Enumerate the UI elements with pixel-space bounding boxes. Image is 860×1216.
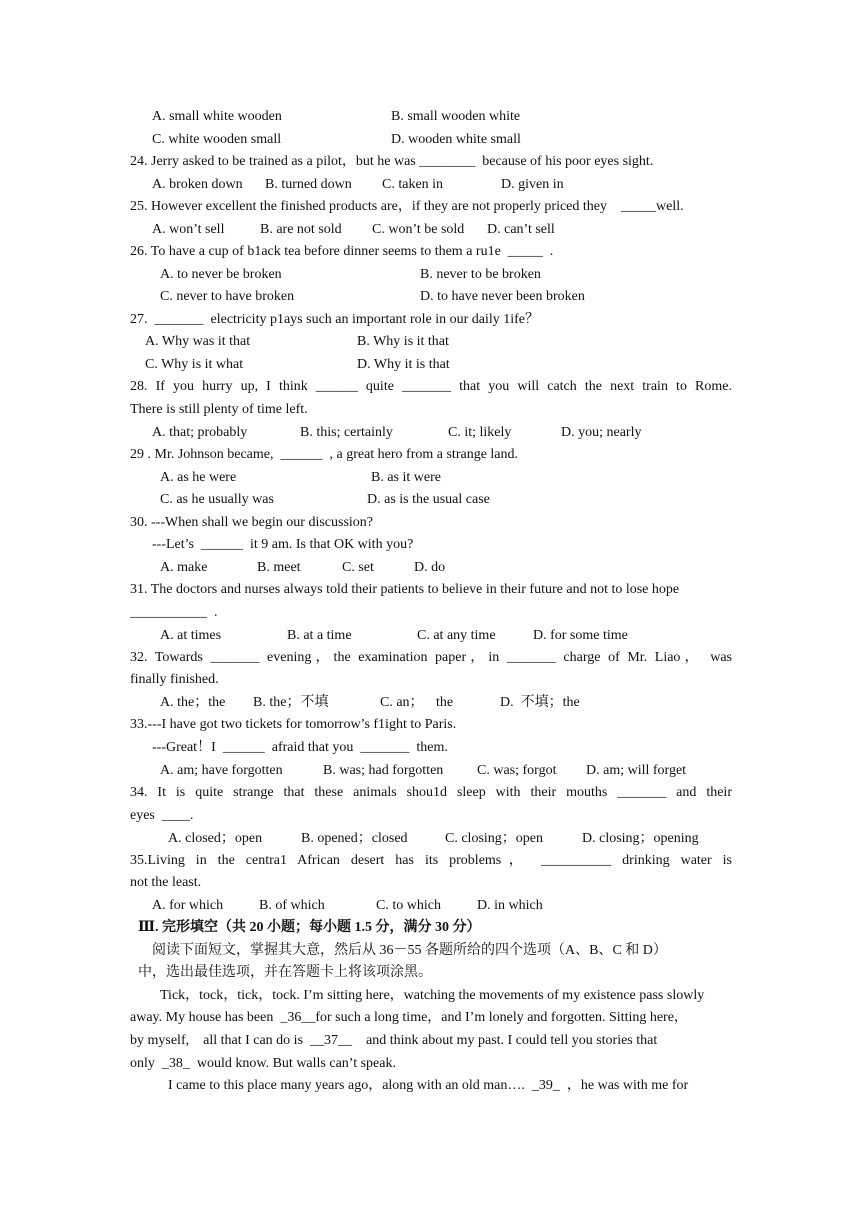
text-line: only _38_ would know. But walls can’t speak. [130, 1056, 396, 1071]
text-line: C. it; likely [448, 425, 512, 440]
text-line: 26. To have a cup of b1ack tea before dinner seems to them a ru1e _____ . [130, 244, 554, 259]
text-line: B. never to be broken [420, 267, 541, 282]
text-line: B. meet [257, 560, 301, 575]
text-line: Tick，tock，tick，tock. I’m sitting here，watching the movements of my existence pass slowly [160, 988, 705, 1003]
text-line: ---Let’s ______ it 9 am. Is that OK with you? [152, 537, 414, 552]
text-line: C. set [342, 560, 374, 575]
text-line: D. Why it is that [357, 357, 450, 372]
text-line: 33.---I have got two tickets for tomorrow’s f1ight to Paris. [130, 717, 457, 732]
text-line: B. this; certainly [300, 425, 393, 440]
text-line: D. do [414, 560, 446, 575]
text-line: ---Great！I ______ afraid that you _______ them. [152, 740, 448, 755]
text-line: There is still plenty of time left. [130, 402, 308, 417]
text-line: A. at times [160, 628, 222, 643]
text-line: B. as it were [371, 470, 441, 485]
text-line: D. wooden white small [391, 132, 521, 147]
text-line: A. for which [152, 898, 224, 913]
text-line: 24. Jerry asked to be trained as a pilot，but he was ________ because of his poor eyes sight. [130, 154, 654, 169]
text-line: A. closed；open [168, 831, 263, 846]
text-line: A. make [160, 560, 208, 575]
text-line: C. closing；open [445, 831, 543, 846]
text-line: 阅读下面短文，掌握其大意，然后从 36－55 各题所给的四个选项（A、B、C 和 D） [152, 943, 667, 958]
text-line: finally finished. [130, 672, 219, 687]
text-line: D. 不填；the [500, 695, 580, 710]
text-line: C. an； [380, 695, 424, 710]
text-line: B. was; had forgotten [323, 763, 444, 778]
text-line: B. at a time [287, 628, 352, 643]
text-line: C. was; forgot [477, 763, 557, 778]
text-line: Ⅲ. 完形填空（共 20 小题；每小题 1.5 分，满分 30 分） [138, 920, 481, 935]
text-line: 27. _______ electricity p1ays such an important role in our daily 1ife？ [130, 312, 540, 327]
text-line: 25. However excellent the finished products are，if they are not properly priced they _____well. [130, 199, 684, 214]
text-line: B. opened；closed [301, 831, 408, 846]
text-line: C. to which [376, 898, 441, 913]
text-line: A. am; have forgotten [160, 763, 283, 778]
text-line: the [436, 695, 454, 710]
text-line: C. taken in [382, 177, 444, 192]
text-line: D. to have never been broken [420, 289, 585, 304]
text-line: C. at any time [417, 628, 496, 643]
text-line: B. turned down [265, 177, 352, 192]
text-line: C. Why is it what [145, 357, 244, 372]
text-line: 28. If you hurry up, I think ______ quite _______ that you will catch the next train to Rome. [130, 379, 732, 394]
text-line: D. given in [501, 177, 564, 192]
text-line: I came to this place many years ago，along with an old man…. _39_ ，he was with me for [168, 1078, 689, 1093]
text-line: 35.Living in the centra1 African desert has its problems， __________ drinking water is [130, 853, 732, 868]
text-line: B. the；不填 [253, 695, 329, 710]
text-line: ___________ . [130, 605, 218, 620]
text-line: D. as is the usual case [367, 492, 490, 507]
text-line: A. that; probably [152, 425, 248, 440]
text-line: D. am; will forget [586, 763, 687, 778]
text-line: A. the；the [160, 695, 226, 710]
text-line: C. as he usually was [160, 492, 274, 507]
text-line: 30. ---When shall we begin our discussion? [130, 515, 373, 530]
text-line: 29 . Mr. Johnson became, ______ , a great hero from a strange land. [130, 447, 519, 462]
text-line: D. closing；opening [582, 831, 699, 846]
text-line: D. for some time [533, 628, 628, 643]
text-line: C. won’t be sold [372, 222, 465, 237]
text-line: A. Why was it that [145, 334, 251, 349]
text-line: away. My house has been _36__for such a long time，and I’m lonely and forgotten. Sitting here， [130, 1010, 688, 1025]
text-line: B. Why is it that [357, 334, 449, 349]
text-line: 31. The doctors and nurses always told their patients to believe in their future and not to lose hope [130, 582, 680, 597]
text-line: B. of which [259, 898, 325, 913]
text-line: C. white wooden small [152, 132, 282, 147]
text-line: by myself, all that I can do is __37__ and think about my past. I could tell you stories that [130, 1033, 658, 1048]
text-line: D. in which [477, 898, 543, 913]
text-line: C. never to have broken [160, 289, 295, 304]
text-line: A. broken down [152, 177, 243, 192]
text-line: 34. It is quite strange that these animals shou1d sleep with their mouths _______ and their [130, 785, 732, 800]
text-line: D. can’t sell [487, 222, 555, 237]
text-line: 32. Towards _______ evening，the examination paper，in _______ charge of Mr. Liao， was [130, 650, 732, 665]
text-line: A. small white wooden [152, 109, 282, 124]
text-line: B. small wooden white [391, 109, 521, 124]
text-line: A. as he were [160, 470, 237, 485]
text-line: D. you; nearly [561, 425, 642, 440]
text-line: A. won’t sell [152, 222, 225, 237]
text-line: 中，选出最佳选项，并在答题卡上将该项涂黑。 [138, 965, 432, 980]
text-line: eyes ____. [130, 808, 194, 823]
text-line: not the least. [130, 875, 202, 890]
text-line: A. to never be broken [160, 267, 282, 282]
text-line: B. are not sold [260, 222, 342, 237]
